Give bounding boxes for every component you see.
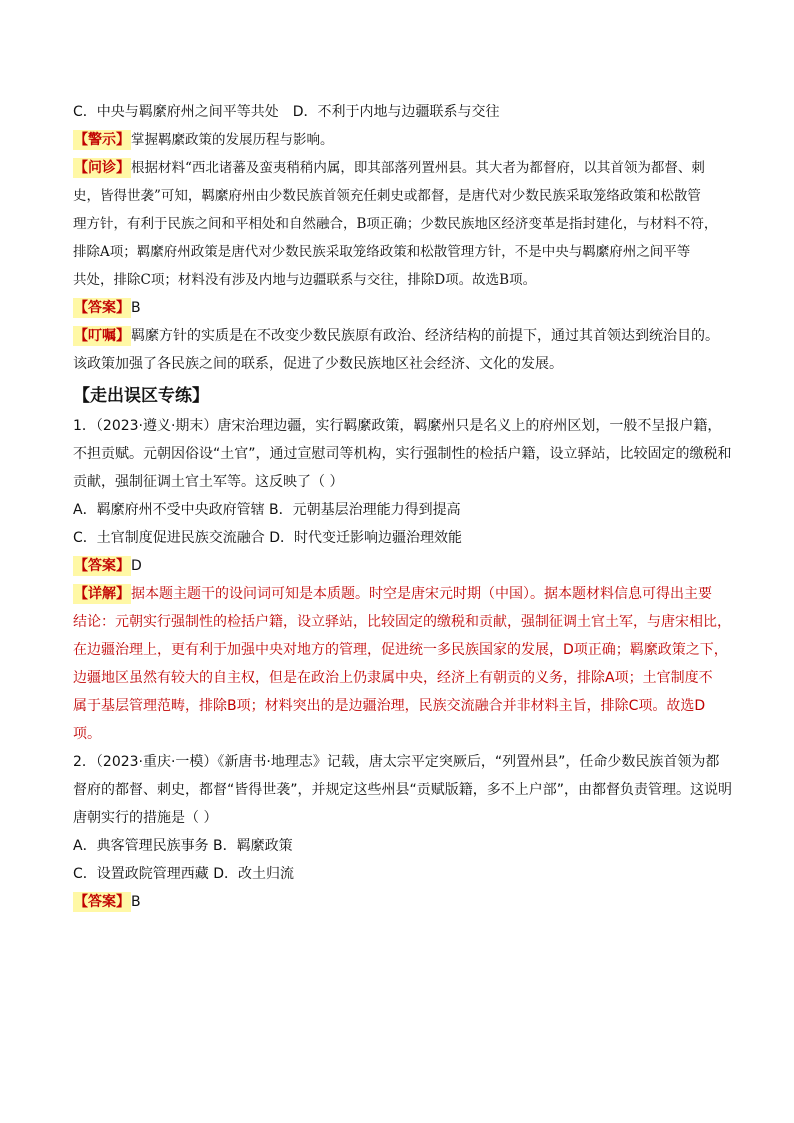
- prev-option-c: C．中央与羁縻府州之间平等共处: [73, 104, 279, 120]
- question-stem-line: 不担贡赋。元朝因俗设“土官”，通过宣慰司等机构，实行强制性的检括户籍，设立驿站，比较固定的缴税和: [73, 446, 732, 462]
- remind-line: 该政策加强了各民族之间的联系，促进了少数民族地区社会经济、文化的发展。: [73, 356, 563, 372]
- question-stem-line: 贡献，强制征调土官土军等。这反映了（ ）: [73, 474, 344, 490]
- question-stem-line: 唐朝实行的措施是（ ）: [73, 810, 218, 826]
- question-stem-line: 1．（2023·遵义·期末）唐宋治理边疆，实行羁縻政策，羁縻州只是名义上的府州区划，一般不呈报户籍，: [73, 418, 722, 434]
- hint-row: [73, 126, 728, 154]
- page-content: [73, 98, 733, 916]
- hint-text: 掌握羁縻政策的发展历程与影响。: [131, 132, 334, 148]
- detail-line: 项。: [73, 726, 101, 742]
- remind-block: [73, 322, 728, 378]
- q2-answer-row: [73, 888, 728, 916]
- remind-tag: 【叮嘱】: [74, 328, 130, 344]
- prev-option-d: D．不利于内地与边疆联系与交往: [292, 104, 500, 120]
- detail-line: 边疆地区虽然有较大的自主权，但是在政治上仍隶属中央，经济上有朝贡的义务，排除A项；土官制度不: [73, 670, 713, 686]
- detail-line: 在边疆治理上，更有利于加强中央对地方的管理，促进统一多民族国家的发展，D项正确；羁縻政策之下，: [73, 642, 728, 658]
- diagnosis-line: 排除A项；羁縻府州政策是唐代对少数民族采取笼络政策和松散管理方针，不是中央与羁縻府州之间平等: [73, 244, 691, 260]
- detail-line: 【详解】据本题主题干的设问词可知是本质题。时空是唐宋元时期（中国）。据本题材料信息可得出主要: [74, 586, 712, 602]
- question-options-line: A．典客管理民族事务 B．羁縻政策: [73, 838, 293, 854]
- question-stem-line: 督府的都督、刺史，都督“皆得世袭”，并规定这些州县“贡赋版籍，多不上户部”，由都督负责管理。这说明: [73, 782, 733, 798]
- diagnosis-tag: 【问诊】: [74, 160, 130, 176]
- q1-answer-row: [73, 552, 728, 580]
- answer-tag: 【答案】: [74, 894, 130, 910]
- question-options-line: A．羁縻府州不受中央政府管辖 B．元朝基层治理能力得到提高: [73, 502, 461, 518]
- question-2: [73, 748, 733, 916]
- remind-line: 【叮嘱】羁縻方针的实质是在不改变少数民族原有政治、经济结构的前提下，通过其首领达到统治目的。: [74, 328, 719, 344]
- q2-answer-value: B: [131, 894, 141, 910]
- diagnosis-line: 【问诊】根据材料“西北诸蕃及蛮夷稍稍内属，即其部落列置州县。其大者为都督府，以其首领为都督、刺: [74, 160, 705, 176]
- question-1: [73, 412, 732, 748]
- prev-options-cd: [73, 98, 728, 126]
- answer-tag: 【答案】: [74, 558, 130, 574]
- diagnosis-line: 史，皆得世袭”可知，羁縻府州由少数民族首领充任刺史或都督，是唐代对少数民族采取笼络政策和松散管: [73, 188, 701, 204]
- question-options-line: C．设置政院管理西藏 D．改土归流: [73, 866, 295, 882]
- diagnosis-block: [73, 154, 728, 294]
- detail-line: 结论：元朝实行强制性的检括户籍，设立驿站，比较固定的缴税和贡献，强制征调土官土军，与唐宋相比，: [73, 614, 731, 630]
- diagnosis-line: 理方针，有利于民族之间和平相处和自然融合，B项正确；少数民族地区经济变革是指封建化，与材料不符，: [73, 216, 718, 232]
- answer-tag: 【答案】: [74, 300, 130, 316]
- prev-answer-row: [73, 294, 728, 322]
- detail-line: 属于基层管理范畴，排除B项；材料突出的是边疆治理，民族交流融合并非材料主旨，排除C项。故选D: [73, 698, 706, 714]
- question-options-line: C．土官制度促进民族交流融合 D．时代变迁影响边疆治理效能: [73, 530, 463, 546]
- hint-tag: 【警示】: [74, 132, 130, 148]
- q1-detail-block: [73, 580, 731, 748]
- q1-answer-value: D: [131, 558, 142, 574]
- section-heading: 【走出误区专练】: [73, 386, 209, 406]
- diagnosis-line: 共处，排除C项；材料没有涉及内地与边疆联系与交往，排除D项。故选B项。: [73, 272, 537, 288]
- prev-answer-value: B: [131, 300, 141, 316]
- question-stem-line: 2．（2023·重庆·一模）《新唐书·地理志》记载，唐太宗平定突厥后，“列置州县”，任命少数民族首领为都: [73, 754, 720, 770]
- detail-tag: 【详解】: [74, 586, 130, 602]
